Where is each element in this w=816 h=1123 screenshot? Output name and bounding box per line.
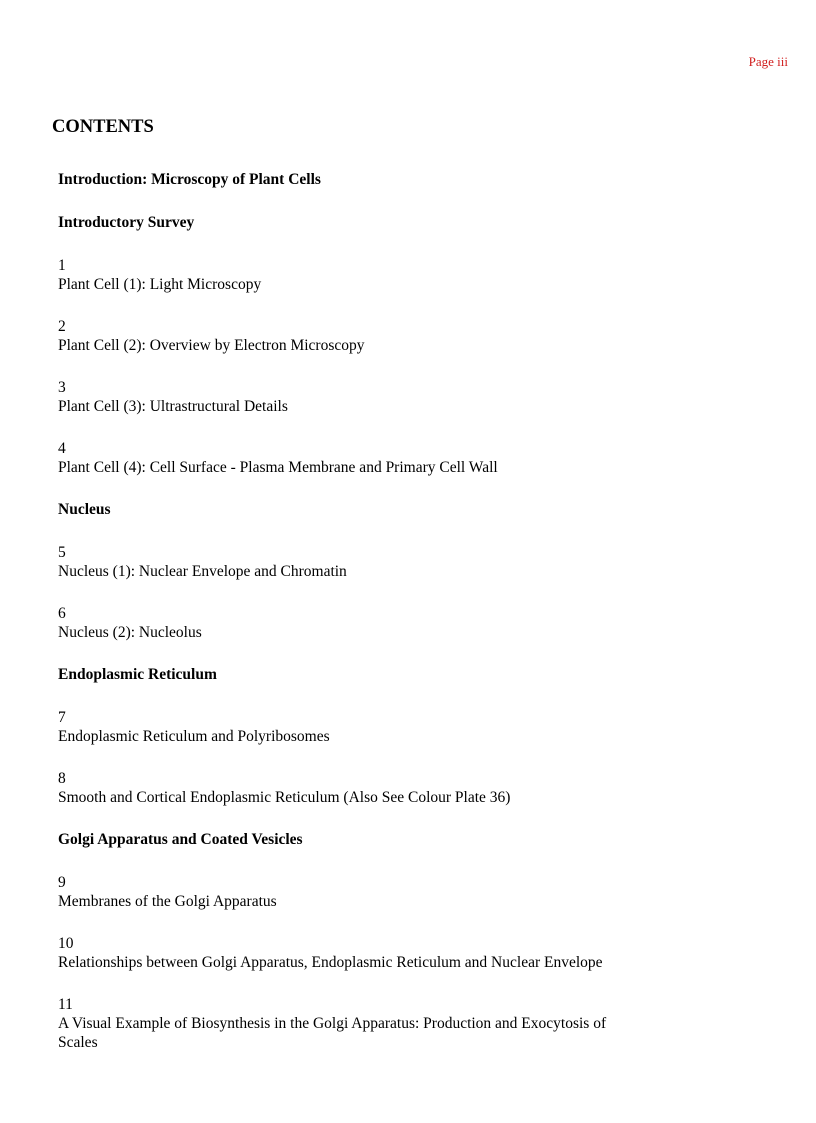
toc-entry[interactable]: [58, 317, 618, 355]
contents-heading: CONTENTS: [52, 117, 154, 137]
toc-entry-title[interactable]: Plant Cell (3): Ultrastructural Details: [58, 398, 288, 415]
toc-entry-title[interactable]: A Visual Example of Biosynthesis in the Golgi Apparatus: Production and Exocytosis of Scales: [58, 1015, 607, 1051]
toc-entry-title[interactable]: Plant Cell (1): Light Microscopy: [58, 276, 262, 293]
toc-entry-title[interactable]: Nucleus (2): Nucleolus: [58, 624, 202, 641]
toc-entry-title[interactable]: Plant Cell (2): Overview by Electron Microscopy: [58, 337, 365, 354]
toc-section-heading: Endoplasmic Reticulum: [58, 666, 217, 683]
table-of-contents: [58, 170, 618, 1075]
toc-entry[interactable]: [58, 873, 618, 911]
toc-entry-number: 9: [58, 874, 66, 891]
toc-section-heading: Introduction: Microscopy of Plant Cells: [58, 171, 321, 188]
toc-entry[interactable]: [58, 934, 618, 972]
toc-entry-number: 7: [58, 709, 66, 726]
toc-section-heading: Nucleus: [58, 501, 111, 518]
toc-entry-number: 5: [58, 544, 66, 561]
toc-entry-number: 1: [58, 257, 66, 274]
toc-entry-number: 8: [58, 770, 66, 787]
toc-entry-number: 11: [58, 996, 73, 1013]
toc-entry-title[interactable]: Nucleus (1): Nuclear Envelope and Chromatin: [58, 563, 347, 580]
toc-entry[interactable]: [58, 543, 618, 581]
toc-entry[interactable]: [58, 708, 618, 746]
toc-entry-title[interactable]: Smooth and Cortical Endoplasmic Reticulum (Also See Colour Plate 36): [58, 789, 511, 806]
toc-section-heading: Introductory Survey: [58, 214, 195, 231]
toc-entry-title[interactable]: Endoplasmic Reticulum and Polyribosomes: [58, 728, 330, 745]
toc-entry-number: 2: [58, 318, 66, 335]
page-number: Page iii: [748, 54, 788, 69]
toc-entry-title[interactable]: Plant Cell (4): Cell Surface - Plasma Membrane and Primary Cell Wall: [58, 459, 498, 476]
toc-entry-number: 4: [58, 440, 66, 457]
toc-entry-number: 3: [58, 379, 66, 396]
toc-entry[interactable]: [58, 256, 618, 294]
toc-entry[interactable]: [58, 378, 618, 416]
toc-entry[interactable]: [58, 439, 618, 477]
toc-section-heading: Golgi Apparatus and Coated Vesicles: [58, 831, 303, 848]
toc-entry-title[interactable]: Membranes of the Golgi Apparatus: [58, 893, 277, 910]
toc-entry[interactable]: [58, 769, 618, 807]
toc-entry-number: 6: [58, 605, 66, 622]
toc-entry[interactable]: [58, 995, 618, 1052]
toc-entry[interactable]: [58, 604, 618, 642]
toc-entry-title[interactable]: Relationships between Golgi Apparatus, Endoplasmic Reticulum and Nuclear Envelope: [58, 954, 603, 971]
toc-entry-number: 10: [58, 935, 74, 952]
